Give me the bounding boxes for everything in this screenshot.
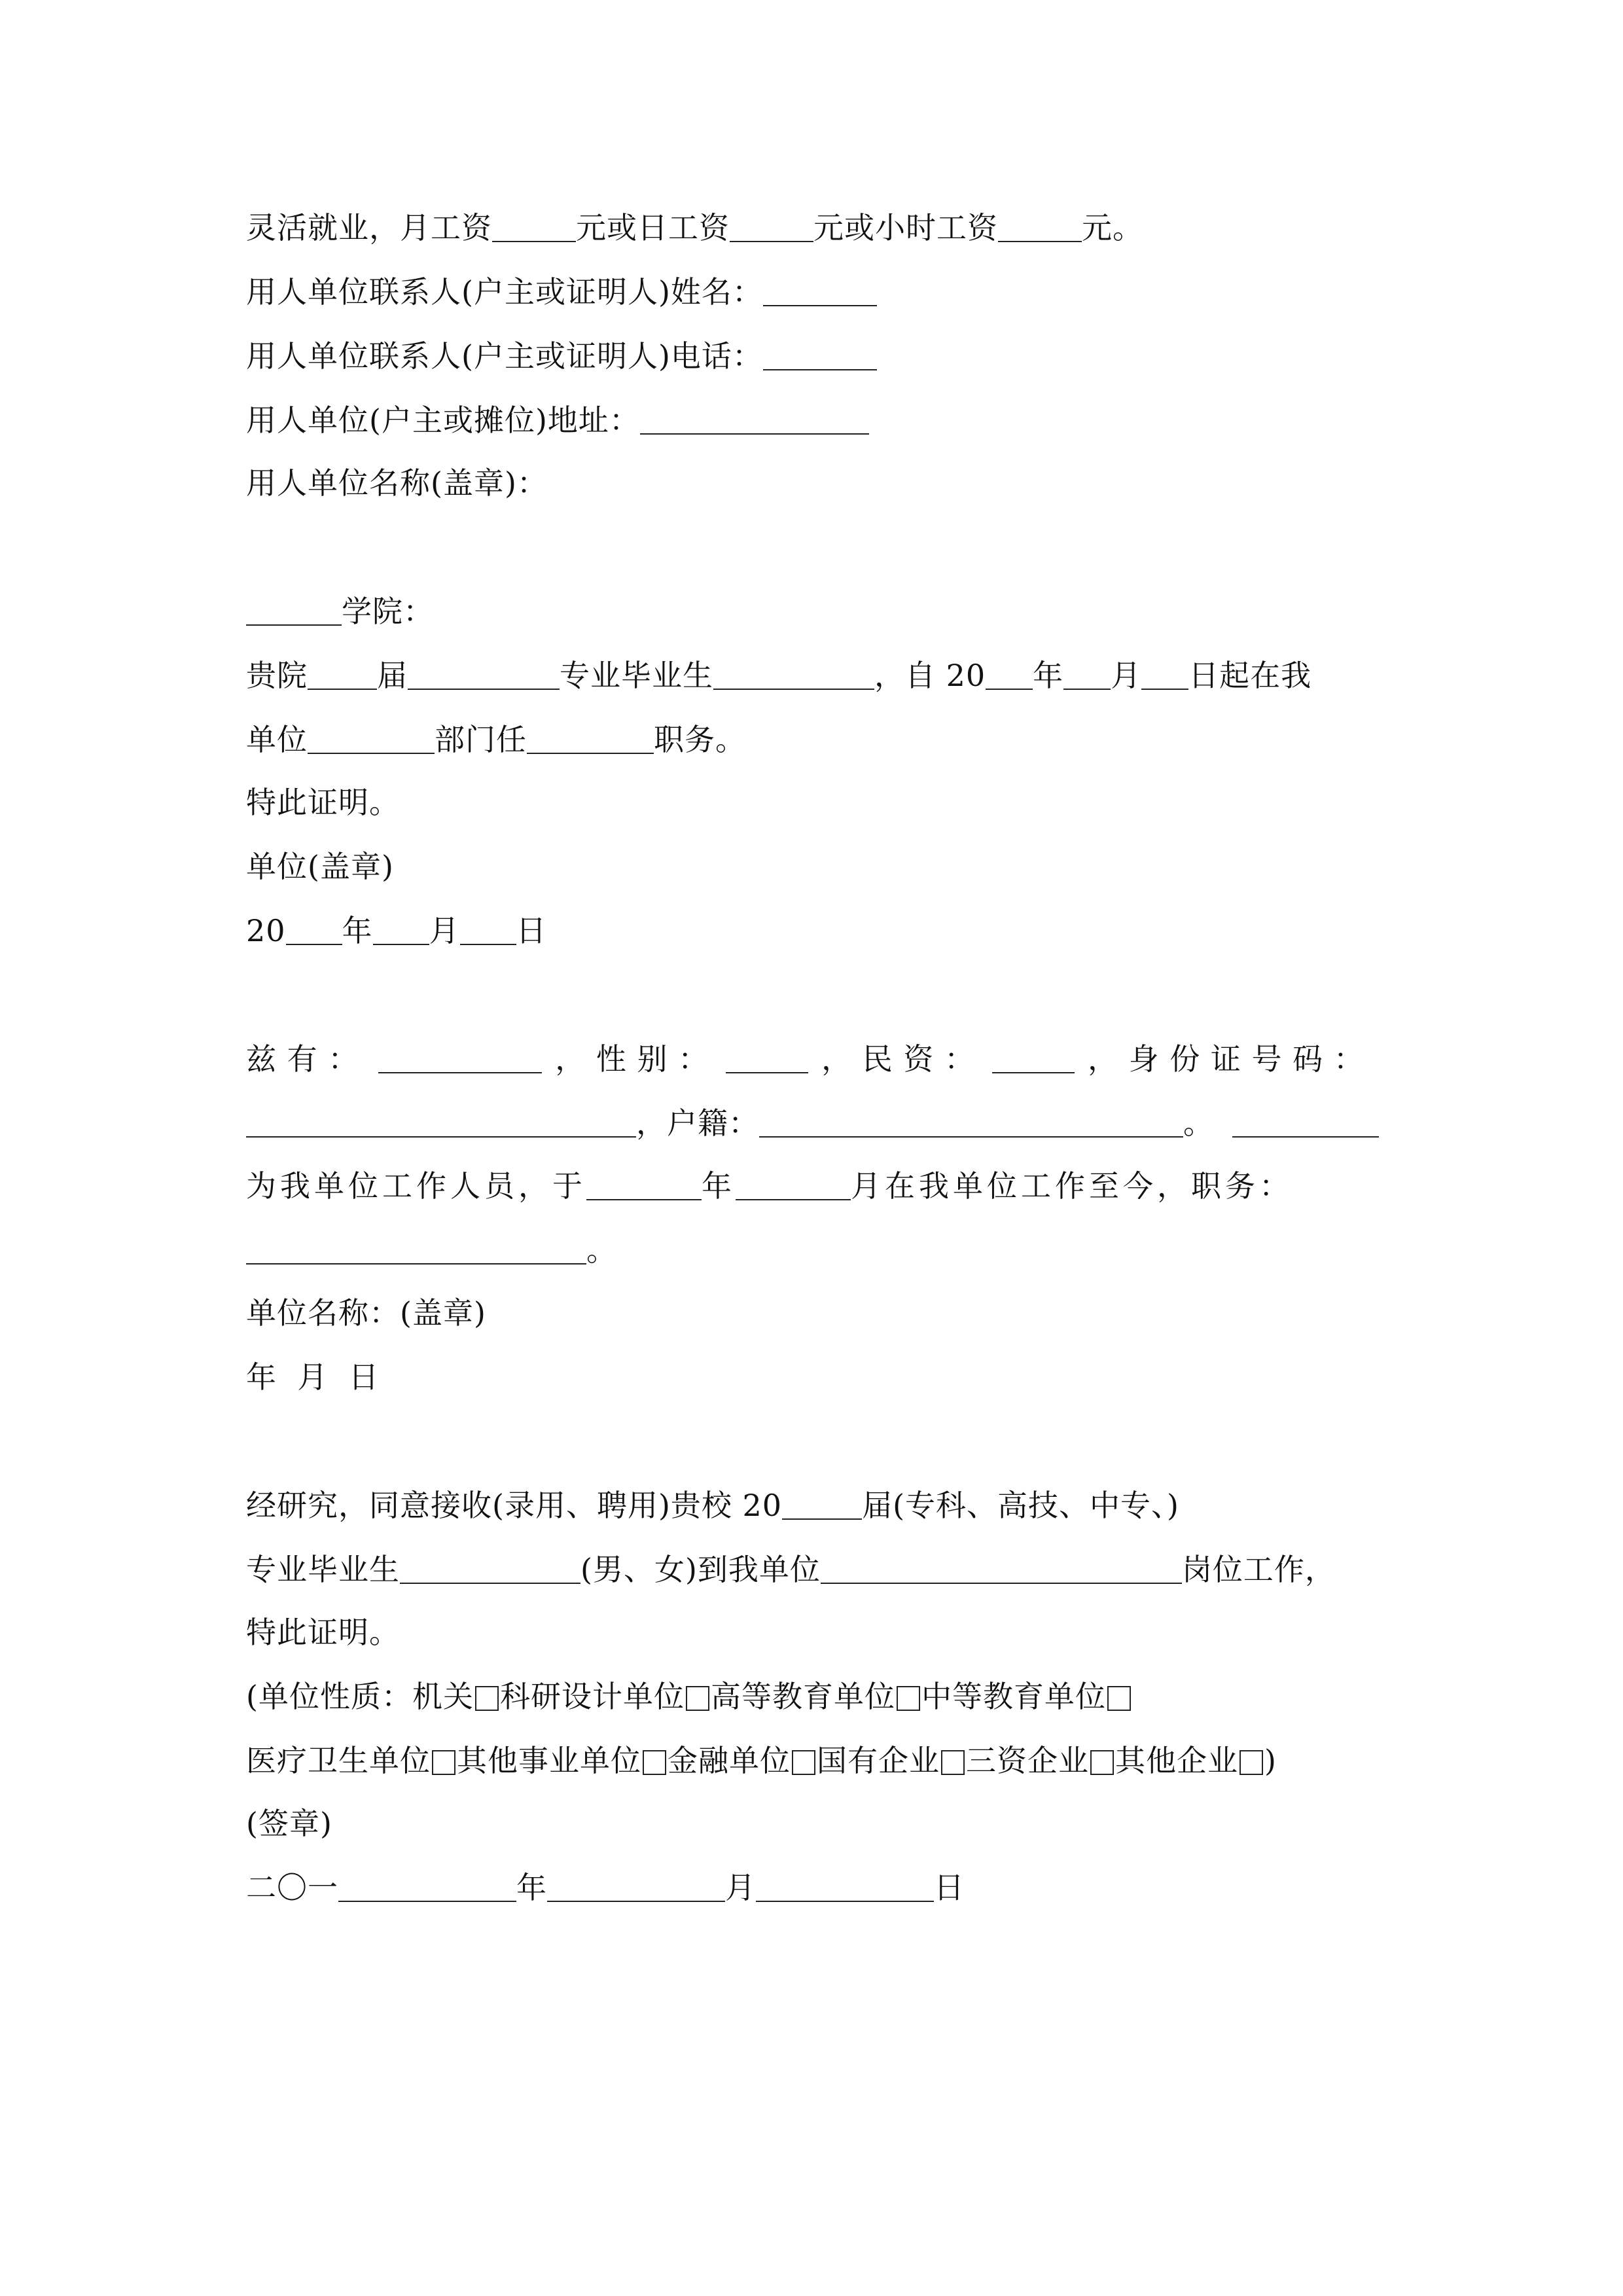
ethnicity-label: ， 民 资 ： — [821, 1041, 975, 1077]
acceptance-label: 经研究，同意接收(录用、聘用)贵校 20 — [246, 1488, 783, 1523]
date3-year-label: 年 — [516, 1870, 547, 1905]
graduate-name-blank — [713, 660, 874, 690]
year-label: 年 — [1033, 658, 1064, 693]
date-day-blank — [460, 915, 516, 945]
contact-name-label: 用人单位联系人(户主或证明人)姓名： — [246, 274, 763, 310]
major-position-line — [246, 1550, 1336, 1589]
employer-address-label: 用人单位(户主或摊位)地址： — [246, 403, 640, 438]
signature-line — [246, 1804, 332, 1843]
wage-end-label: 元。 — [1082, 210, 1143, 245]
acceptance-line — [246, 1486, 1179, 1525]
month-label: 月 — [1111, 658, 1142, 693]
date-prefix-label: 二〇一 — [246, 1870, 338, 1905]
position-work-label: 岗位工作， — [1181, 1552, 1336, 1587]
option-other-public-label: 其他事业单位 — [457, 1743, 641, 1778]
hukou-label: ，户籍： — [636, 1105, 759, 1141]
daily-wage-label: 元或日工资 — [576, 210, 730, 245]
date-line — [246, 911, 547, 950]
employer-address-line — [246, 401, 869, 440]
date-line-3 — [246, 1868, 965, 1907]
class-year-blank — [308, 660, 377, 690]
unit-seal-label: 单位(盖章) — [246, 849, 394, 884]
checkbox-state-owned[interactable] — [941, 1750, 965, 1775]
graduate-major-label: 专业毕业生 — [246, 1552, 400, 1587]
option-medical-label: 医疗卫生单位 — [246, 1743, 431, 1778]
date-label-2: 年 月 日 — [246, 1359, 380, 1395]
contact-phone-blank — [763, 340, 877, 370]
department-blank — [308, 724, 435, 754]
signature-label: (签章) — [246, 1806, 332, 1841]
unit-label: 单位 — [246, 722, 308, 757]
major-label: 专业毕业生 — [560, 658, 713, 693]
date-day-label: 日 — [516, 913, 547, 948]
name-label: 兹 有 ： — [246, 1041, 359, 1077]
employer-name-line — [246, 463, 548, 503]
certify-line — [246, 783, 400, 822]
wage-line — [246, 208, 1143, 247]
date-month-blank — [373, 915, 429, 945]
college-label: 学院： — [342, 594, 434, 629]
employment-duration-label: 月在我单位工作至今，职务： — [851, 1168, 1293, 1204]
graduate-major-blank — [400, 1554, 580, 1584]
graduate-line — [246, 656, 1311, 695]
acceptance-year-blank — [782, 1490, 862, 1520]
option-finance-label: 金融单位 — [668, 1743, 791, 1778]
hourly-wage-blank — [998, 212, 1082, 242]
certify-text: 特此证明。 — [246, 785, 400, 820]
college-blank — [246, 596, 342, 626]
contact-phone-line — [246, 336, 877, 376]
unit-name-seal-line — [246, 1293, 486, 1333]
date3-month-label: 月 — [725, 1870, 756, 1905]
gender-unit-label: (男、女)到我单位 — [580, 1552, 821, 1587]
position-name-blank — [821, 1554, 1182, 1584]
employment-label: 为我单位工作人员，于 — [246, 1168, 586, 1204]
date-year-label: 年 — [342, 913, 373, 948]
checkbox-medical[interactable] — [432, 1750, 455, 1775]
college-line — [246, 592, 434, 631]
job-title-line — [246, 1230, 617, 1270]
unit-nature-label: (单位性质：机关 — [246, 1679, 474, 1714]
contact-name-line — [246, 272, 877, 312]
graduate-label-prefix: 贵院 — [246, 658, 308, 693]
employment-year-label: 年 — [702, 1168, 736, 1204]
wage-label: 灵活就业，月工资 — [246, 210, 492, 245]
unit-nature-end: ) — [1264, 1743, 1277, 1778]
class-label: 届 — [377, 658, 408, 693]
checkbox-higher-edu[interactable] — [897, 1686, 920, 1711]
unit-nature-line-1 — [246, 1677, 1132, 1716]
unit-nature-line-2 — [246, 1741, 1277, 1780]
checkbox-other-enterprise[interactable] — [1240, 1750, 1263, 1775]
name-blank — [378, 1043, 542, 1073]
id-hukou-line — [246, 1103, 1379, 1143]
option-higher-edu-label: 高等教育单位 — [710, 1679, 895, 1714]
date3-day-label: 日 — [934, 1870, 965, 1905]
hukou-end-label: 。 — [1183, 1105, 1214, 1141]
employer-address-blank — [640, 404, 869, 435]
contact-phone-label: 用人单位联系人(户主或证明人)电话： — [246, 338, 763, 374]
gender-label: ， 性 别 ： — [555, 1041, 709, 1077]
certify-text-2: 特此证明。 — [246, 1615, 400, 1650]
start-day-blank — [1141, 660, 1188, 690]
checkbox-other-public[interactable] — [643, 1750, 666, 1775]
position-label: 职务。 — [654, 722, 746, 757]
job-title-blank — [246, 1234, 586, 1265]
employment-month-blank — [736, 1170, 851, 1200]
option-state-owned-label: 国有企业 — [817, 1743, 940, 1778]
certify-line-2 — [246, 1613, 400, 1652]
option-research-label: 科研设计单位 — [499, 1679, 685, 1714]
ethnicity-blank — [992, 1043, 1075, 1073]
date3-year-blank — [338, 1872, 516, 1902]
unit-name-seal-label: 单位名称：(盖章) — [246, 1295, 486, 1331]
option-foreign-funded-label: 三资企业 — [966, 1743, 1089, 1778]
date-month-label: 月 — [429, 913, 460, 948]
id-number-blank — [246, 1107, 636, 1138]
hourly-wage-label: 元或小时工资 — [813, 210, 998, 245]
department-line — [246, 720, 746, 759]
department-label: 部门任 — [435, 722, 527, 757]
date-century-label: 20 — [246, 913, 286, 948]
employment-year-blank — [586, 1170, 702, 1200]
option-other-enterprise-label: 其他企业 — [1115, 1743, 1238, 1778]
start-year-blank — [986, 660, 1033, 690]
date-line-2 — [246, 1357, 380, 1397]
hukou-blank — [759, 1107, 1183, 1138]
option-secondary-edu-label: 中等教育单位 — [921, 1679, 1106, 1714]
checkbox-secondary-edu[interactable] — [1107, 1686, 1131, 1711]
employment-line — [246, 1166, 1293, 1206]
employer-name-label: 用人单位名称(盖章)： — [246, 465, 548, 501]
date-year-blank — [286, 915, 342, 945]
start-month-blank — [1063, 660, 1111, 690]
daily-wage-blank — [730, 212, 813, 242]
job-title-end: 。 — [586, 1232, 617, 1268]
day-label: 日起在我 — [1188, 658, 1312, 693]
seal-line — [246, 847, 394, 886]
id-number-label: ， 身 份 证 号 码 ： — [1088, 1041, 1364, 1077]
checkbox-government[interactable] — [475, 1686, 499, 1711]
monthly-wage-blank — [492, 212, 576, 242]
person-info-line — [246, 1039, 1364, 1079]
employee-name-blank — [1232, 1107, 1379, 1138]
date3-month-blank — [547, 1872, 725, 1902]
gender-blank — [726, 1043, 808, 1073]
checkbox-foreign-funded[interactable] — [1090, 1750, 1114, 1775]
degree-type-label: 届(专科、高技、中专、) — [862, 1488, 1179, 1523]
checkbox-research[interactable] — [686, 1686, 709, 1711]
start-year-label: ，自 20 — [874, 658, 986, 693]
checkbox-finance[interactable] — [792, 1750, 815, 1775]
contact-name-blank — [763, 276, 877, 306]
major-blank — [408, 660, 560, 690]
date3-day-blank — [756, 1872, 934, 1902]
position-blank — [527, 724, 654, 754]
